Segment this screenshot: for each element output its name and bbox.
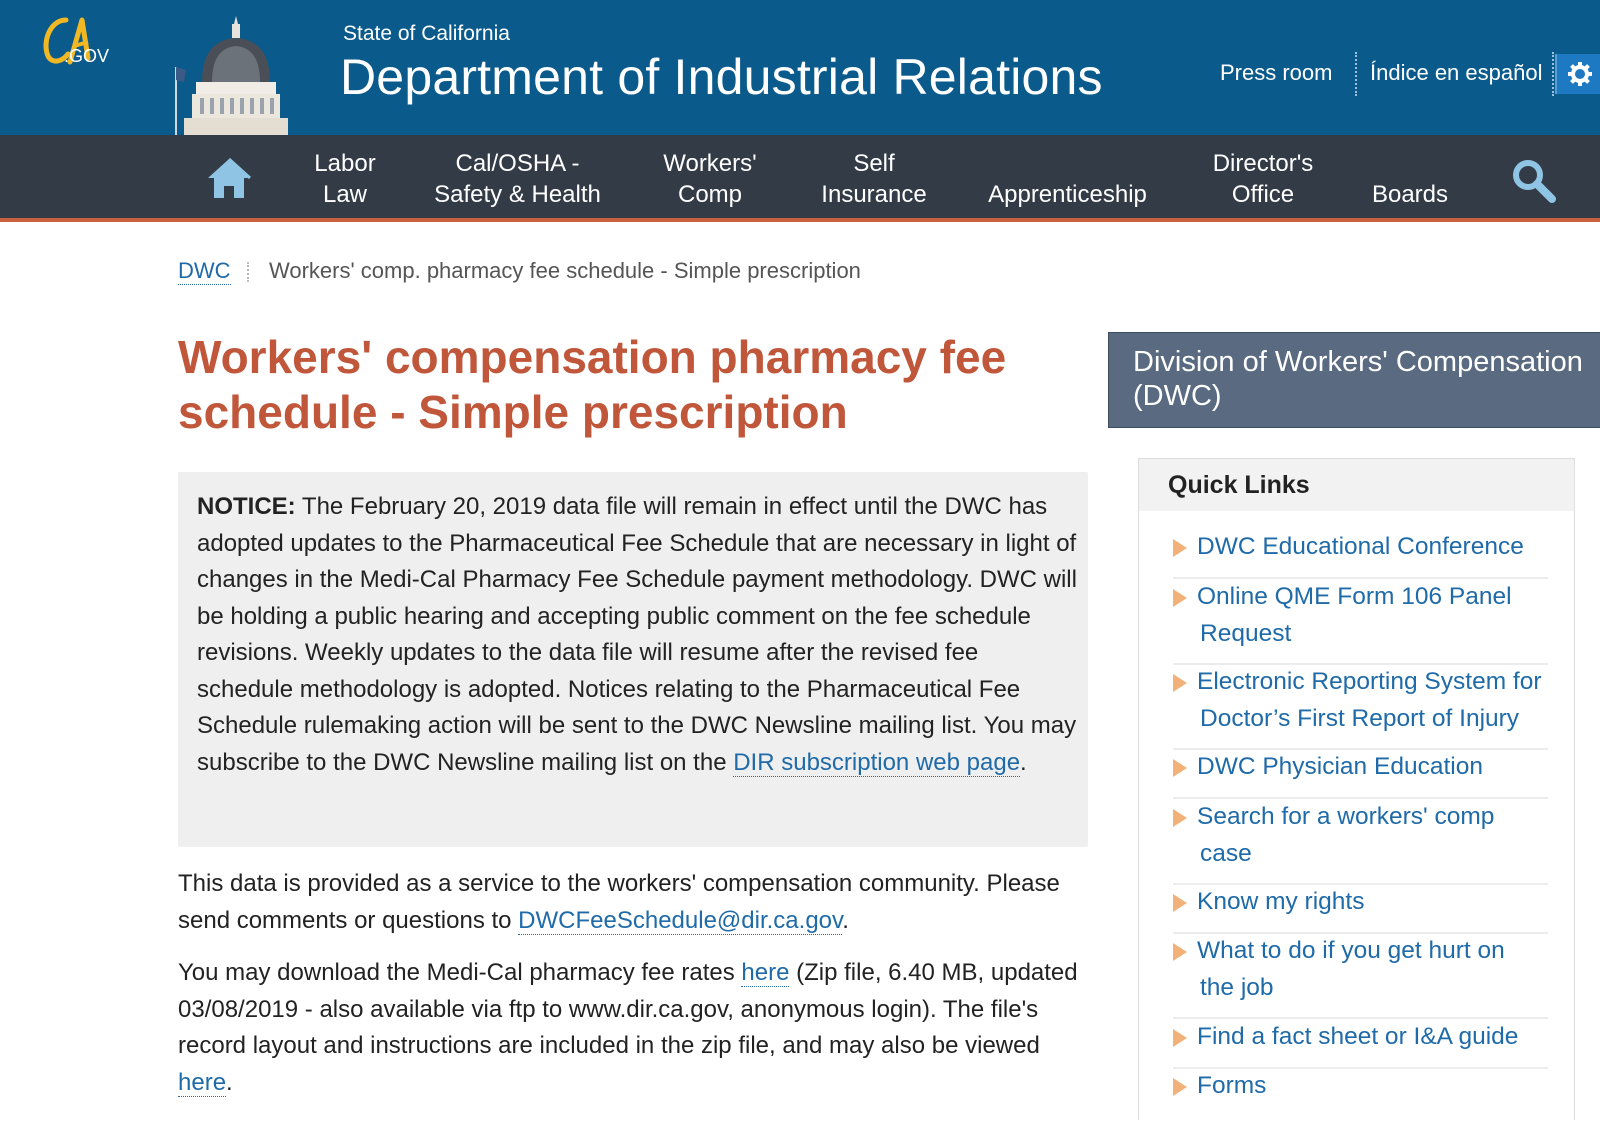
quick-link-line: Electronic Reporting System for bbox=[1197, 668, 1542, 695]
quick-link[interactable] bbox=[1197, 749, 1557, 786]
quick-link-item[interactable] bbox=[1173, 579, 1548, 665]
arrow-right-icon bbox=[1173, 943, 1187, 961]
download-paragraph bbox=[178, 955, 1078, 1101]
quick-link-line: Online QME Form 106 Panel bbox=[1197, 583, 1512, 610]
nav-labor-law[interactable] bbox=[300, 148, 390, 210]
quick-link[interactable] bbox=[1197, 1068, 1557, 1105]
quick-link-line: What to do if you get hurt on bbox=[1197, 937, 1505, 964]
quick-link-item[interactable] bbox=[1173, 749, 1548, 799]
nav-boards[interactable] bbox=[1365, 148, 1455, 210]
nav-directors-office[interactable] bbox=[1203, 148, 1323, 210]
nav-item-line: Insurance bbox=[821, 181, 927, 208]
download-zip-link[interactable]: here bbox=[741, 959, 790, 986]
quick-link-line: Know my rights bbox=[1197, 888, 1365, 915]
quick-link-item[interactable] bbox=[1173, 664, 1548, 750]
arrow-right-icon bbox=[1173, 894, 1187, 912]
quick-link[interactable] bbox=[1197, 884, 1557, 921]
press-room-link[interactable]: Press room bbox=[1220, 60, 1333, 85]
quick-link-item[interactable] bbox=[1173, 933, 1548, 1019]
quick-link-item[interactable] bbox=[1173, 884, 1548, 934]
quick-link[interactable] bbox=[1197, 799, 1557, 872]
nav-item-line: Apprenticeship bbox=[988, 181, 1147, 208]
breadcrumb-separator bbox=[247, 262, 249, 282]
download-details: (Zip file, 6.40 MB, updated 03/08/2019 - also available via ftp to www.dir.ca.gov, anonymous login). The file's record layout and instructions are included in the zip file, and may also be viewed bbox=[178, 959, 1078, 1059]
arrow-right-icon bbox=[1173, 589, 1187, 607]
notice-label: NOTICE: bbox=[197, 493, 296, 520]
nav-apprenticeship[interactable] bbox=[980, 148, 1155, 210]
quick-links-header bbox=[1139, 459, 1574, 512]
fee-schedule-email-link[interactable]: DWCFeeSchedule@dir.ca.gov bbox=[518, 906, 843, 934]
home-icon[interactable] bbox=[206, 156, 252, 200]
page-title: Workers' compensation pharmacy fee schedule - Simple prescription bbox=[178, 331, 1007, 438]
division-header-box[interactable] bbox=[1108, 332, 1600, 428]
nav-item-line: Office bbox=[1231, 181, 1295, 208]
nav-item-line: Workers' bbox=[663, 150, 757, 177]
service-paragraph bbox=[178, 866, 1078, 939]
nav-item-line: Cal/OSHA - bbox=[455, 150, 580, 177]
quick-link[interactable] bbox=[1197, 933, 1557, 1006]
record-layout-link[interactable]: here bbox=[178, 1068, 227, 1096]
quick-link[interactable] bbox=[1197, 1019, 1557, 1056]
division-title: Division of Workers' Compensation (DWC) bbox=[1133, 346, 1583, 412]
gear-icon bbox=[1567, 61, 1593, 87]
utility-separator bbox=[1552, 52, 1554, 96]
nav-item-line bbox=[980, 148, 1155, 179]
arrow-right-icon bbox=[1173, 1078, 1187, 1096]
quick-links-panel bbox=[1138, 458, 1575, 1120]
spanish-index-link[interactable]: Índice en español bbox=[1370, 60, 1543, 85]
quick-link[interactable] bbox=[1197, 664, 1557, 737]
ca-gov-logo[interactable] bbox=[36, 12, 116, 72]
nav-item-line: Labor bbox=[314, 150, 376, 177]
download-end: . bbox=[226, 1068, 233, 1096]
dir-subscription-link[interactable]: DIR subscription web page bbox=[733, 748, 1021, 776]
breadcrumb-current: Workers' comp. pharmacy fee schedule - Simple prescription bbox=[269, 258, 861, 283]
quick-link[interactable] bbox=[1197, 529, 1557, 566]
capitol-dome-image bbox=[166, 12, 301, 135]
arrow-right-icon bbox=[1173, 674, 1187, 692]
nav-item-line bbox=[1365, 148, 1455, 179]
state-of-california-label: State of California bbox=[343, 22, 510, 45]
quick-link-line: Forms bbox=[1197, 1072, 1267, 1099]
nav-item-line: Safety & Health bbox=[434, 181, 601, 208]
quick-link[interactable] bbox=[1197, 579, 1557, 652]
utility-separator bbox=[1355, 52, 1357, 96]
nav-workers-comp[interactable] bbox=[655, 148, 765, 210]
quick-link-item[interactable] bbox=[1173, 529, 1548, 579]
department-title[interactable]: Department of Industrial Relations bbox=[340, 49, 1103, 105]
arrow-right-icon bbox=[1173, 539, 1187, 557]
quick-link-line: Doctor’s First Report of Injury bbox=[1200, 704, 1520, 732]
nav-item-line: Self bbox=[853, 150, 895, 177]
notice-body: The February 20, 2019 data file will remain in effect until the DWC has adopted updates to the Pharmaceutical Fee Schedule that are necessary in light of changes in the Medi-Cal Pharmacy Fee Schedule payment methodology. DWC will be holding a public hearing and accepting public comment on the fee schedule revisions. Weekly updates to the data file will resume after the revised fee schedule methodology is adopted. Notices relating to the Pharmaceutical Fee Schedule rulemaking action will be sent to the DWC Newsline mailing list. You may subscribe to the DWC Newsline mailing list on the bbox=[197, 493, 1077, 776]
service-end: . bbox=[842, 906, 849, 934]
nav-cal-osha[interactable] bbox=[430, 148, 605, 210]
quick-links-title: Quick Links bbox=[1168, 471, 1310, 499]
breadcrumb-dwc-link[interactable]: DWC bbox=[178, 258, 231, 283]
download-text: You may download the Medi-Cal pharmacy fee rates bbox=[178, 959, 742, 986]
settings-button[interactable] bbox=[1555, 54, 1600, 94]
search-icon[interactable] bbox=[1510, 157, 1556, 203]
notice-text bbox=[197, 489, 1077, 781]
quick-link-line: Request bbox=[1200, 619, 1292, 647]
nav-item-line: Boards bbox=[1371, 181, 1449, 208]
quick-link-line: the job bbox=[1200, 973, 1274, 1001]
nav-self-insurance[interactable] bbox=[814, 148, 934, 210]
arrow-right-icon bbox=[1173, 759, 1187, 777]
logo-text: .GOV bbox=[64, 46, 110, 66]
arrow-right-icon bbox=[1173, 809, 1187, 827]
quick-link-item[interactable] bbox=[1173, 1068, 1548, 1116]
nav-item-line: Comp bbox=[677, 181, 743, 208]
notice-box bbox=[178, 472, 1088, 847]
nav-item-line: Law bbox=[322, 181, 368, 208]
quick-link-line: DWC Educational Conference bbox=[1197, 533, 1524, 560]
quick-link-line: DWC Physician Education bbox=[1197, 753, 1483, 780]
site-header bbox=[0, 0, 1600, 135]
service-text: This data is provided as a service to the workers' compensation community. Please send comments or questions to bbox=[178, 870, 1060, 934]
quick-link-item[interactable] bbox=[1173, 799, 1548, 885]
quick-links-list bbox=[1139, 511, 1574, 1121]
quick-link-line: case bbox=[1200, 839, 1252, 867]
notice-end: . bbox=[1020, 748, 1027, 776]
quick-link-line: Find a fact sheet or I&A guide bbox=[1197, 1023, 1519, 1050]
nav-item-line: Director's bbox=[1212, 150, 1314, 177]
quick-link-item[interactable] bbox=[1173, 1019, 1548, 1069]
quick-link-line: Search for a workers' comp bbox=[1197, 803, 1495, 830]
arrow-right-icon bbox=[1173, 1029, 1187, 1047]
main-navigation bbox=[0, 135, 1600, 222]
